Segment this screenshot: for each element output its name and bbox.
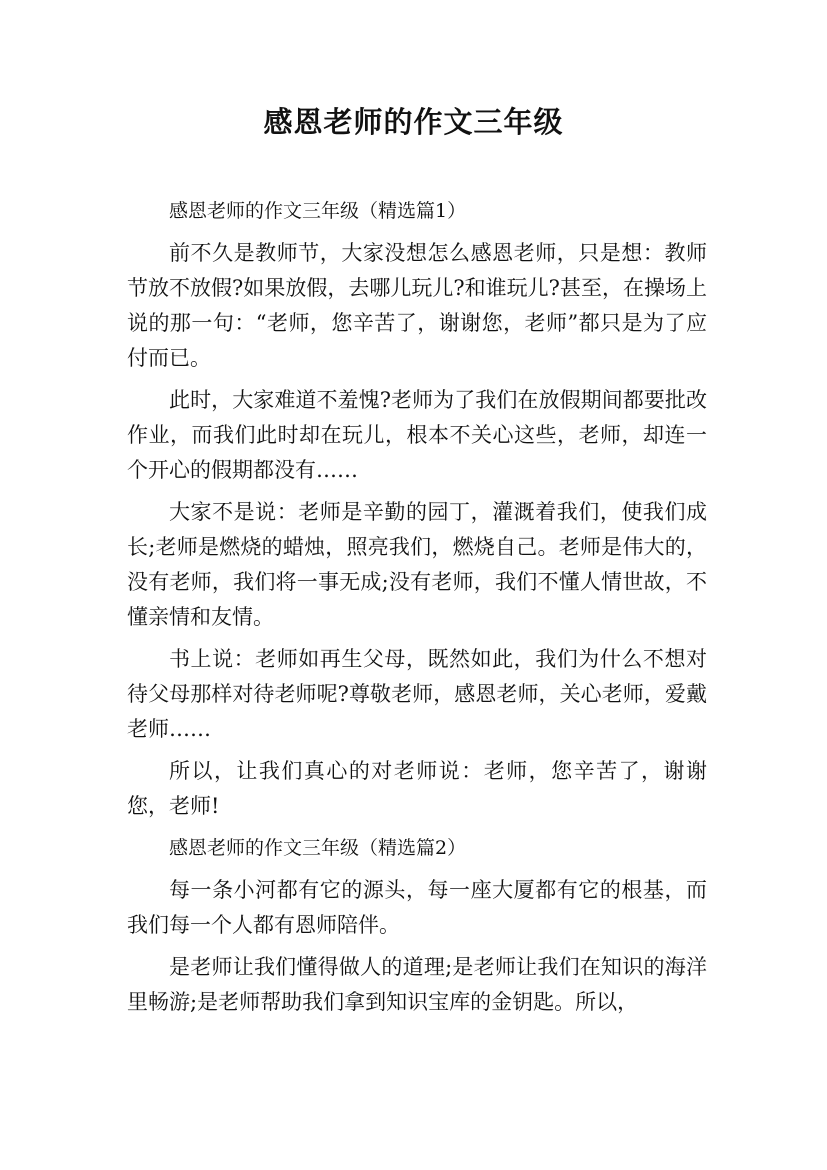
section-heading-2: 感恩老师的作文三年级（精选篇2） — [169, 837, 467, 859]
paragraph: 书上说：老师如再生父母，既然如此，我们为什么不想对待父母那样对待老师呢?尊敬老师，感恩老师，关心老师，爱戴老师…… — [127, 647, 707, 741]
paragraph: 所以，让我们真心的对老师说：老师，您辛苦了，谢谢您，老师! — [127, 759, 707, 818]
document-body — [127, 194, 707, 1027]
paragraph: 大家不是说：老师是辛勤的园丁，灌溉着我们，使我们成长;老师是燃烧的蜡烛，照亮我们，燃烧自己。老师是伟大的，没有老师，我们将一事无成;没有老师，我们不懂人情世故，不懂亲情和友情。 — [127, 500, 707, 629]
paragraph: 此时，大家难道不羞愧?老师为了我们在放假期间都要批改作业，而我们此时却在玩儿，根本不关心这些，老师，却连一个开心的假期都没有…… — [127, 388, 707, 482]
paragraph: 是老师让我们懂得做人的道理;是老师让我们在知识的海洋里畅游;是老师帮助我们拿到知识宝库的金钥匙。所以， — [127, 955, 707, 1014]
paragraph: 前不久是教师节，大家没想怎么感恩老师，只是想：教师节放不放假?如果放假，去哪儿玩儿?和谁玩儿?甚至，在操场上说的那一句：“老师，您辛苦了，谢谢您，老师”都只是为了应付而已。 — [127, 241, 707, 370]
paragraph: 每一条小河都有它的源头，每一座大厦都有它的根基，而我们每一个人都有恩师陪伴。 — [127, 878, 707, 937]
section-heading-1: 感恩老师的作文三年级（精选篇1） — [169, 200, 467, 222]
document-title: 感恩老师的作文三年级 — [263, 105, 564, 139]
